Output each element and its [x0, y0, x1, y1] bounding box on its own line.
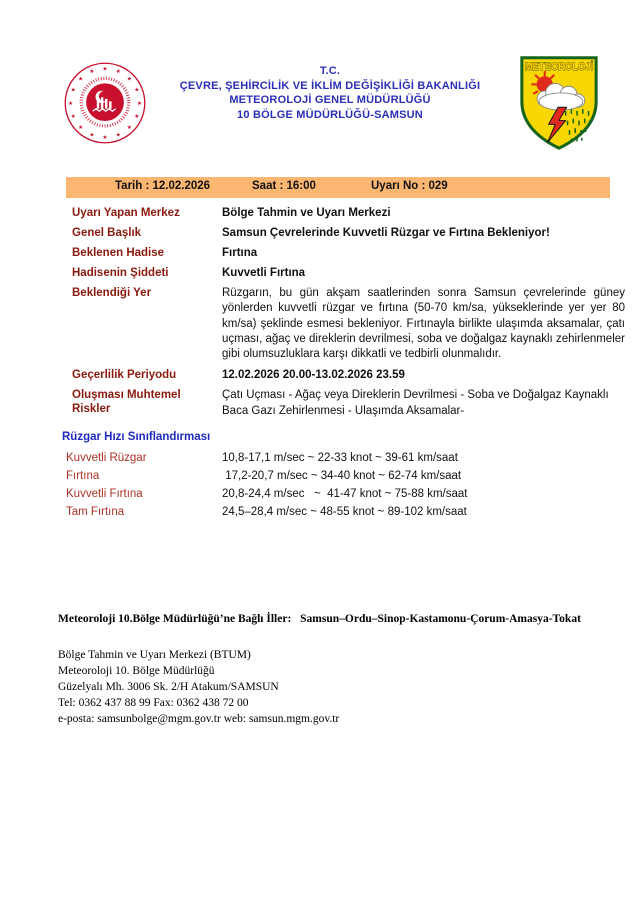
contact-phone-line: Tel: 0362 437 88 99 Fax: 0362 438 72 00 [58, 697, 249, 709]
full-storm-label: Tam Fırtına [66, 506, 125, 518]
wind-classification-section [62, 431, 602, 524]
svg-text:★: ★ [115, 132, 121, 139]
svg-text:★: ★ [89, 68, 95, 75]
svg-text:★: ★ [78, 125, 84, 132]
row-validity-period [72, 368, 625, 382]
contact-center-line: Bölge Tahmin ve Uyarı Merkezi (BTUM) [58, 649, 251, 661]
event-severity-value: Kuvvetli Fırtına [222, 267, 306, 279]
svg-text:★: ★ [134, 87, 140, 94]
row-event-severity [72, 266, 625, 280]
svg-text:★: ★ [89, 132, 95, 139]
storm-range: 17,2-20,7 m/sec ~ 34-40 knot ~ 62-74 km/saat [222, 470, 462, 482]
warning-details [72, 206, 625, 425]
contact-email-web-line: e-posta: samsunbolge@mgm.gov.tr web: samsun.mgm.gov.tr [58, 713, 340, 725]
wind-row-strong-storm [62, 488, 602, 502]
full-storm-range: 24,5–28,4 m/sec ~ 48-55 knot ~ 89-102 km/saat [222, 506, 467, 518]
general-title-label: Genel Başlık [72, 227, 142, 239]
date-field: Tarih : 12.02.2026 [115, 180, 211, 192]
issuing-center-label: Uyarı Yapan Merkez [72, 207, 180, 219]
strong-wind-label: Kuvvetli Rüzgar [66, 452, 147, 464]
title-line-tc: T.C. [319, 65, 341, 77]
wind-row-storm [62, 470, 602, 484]
svg-text:★: ★ [70, 114, 76, 121]
row-issuing-center [72, 206, 625, 220]
expected-location-text: Rüzgarın, bu gün akşam saatlerinden sonra Samsun çevrelerinde güney yönlerden kuvvetli rüzgar ve fırtına (50-70 km/sa, yükseklerinde yer yer 80 km/sa) şeklinde esmesi bekleniyor. Fırtınayla birlikte ulaşımda aksamalar, çatı uçması, ağaç ve direklerin devrilmesi, soba ve doğalgaz kaynaklı zehirlenmeler gibi olumsuzluklara karşı dikkatli ve tedbirli olunmalıdır. [222, 287, 625, 361]
svg-text:★: ★ [126, 76, 132, 83]
document-title [115, 64, 542, 122]
meteorology-logo-label: METEOROLOJİ [524, 61, 605, 74]
row-possible-risks [72, 388, 625, 419]
expected-event-label: Beklenen Hadise [72, 247, 165, 259]
row-general-title [72, 226, 625, 240]
attached-provinces-line [58, 613, 603, 625]
svg-text:★: ★ [70, 87, 76, 94]
expected-location-label: Beklendiği Yer [72, 287, 152, 299]
strong-wind-range: 10,8-17,1 m/sec ~ 22-33 knot ~ 39-61 km/saat [222, 452, 458, 464]
svg-text:★: ★ [115, 68, 121, 75]
attached-provinces-list: Samsun–Ordu–Sinop-Kastamonu-Çorum-Amasya-Tokat [300, 613, 581, 625]
title-line-region: 10 BÖLGE MÜDÜRLÜĞÜ-SAMSUN [237, 108, 423, 121]
wind-row-full-storm [62, 506, 602, 520]
warning-number-field: Uyarı No : 029 [371, 180, 448, 192]
possible-risks-label: Oluşması Muhtemel Riskler [72, 389, 181, 416]
title-line-directorate: METEOROLOJİ GENEL MÜDÜRLÜĞÜ [229, 94, 431, 106]
possible-risks-value: Çatı Uçması - Ağaç veya Direklerin Devrilmesi - Soba ve Doğalgaz Kaynaklı Baca Gazı Zehirlenmesi - Ulaşımda Aksamalar- [222, 389, 609, 417]
validity-period-value: 12.02.2026 20.00-13.02.2026 23.59 [222, 369, 405, 382]
row-expected-event [72, 246, 625, 260]
contact-directorate-line: Meteoroloji 10. Bölge Müdürlüğü [58, 665, 215, 677]
validity-period-label: Geçerlilik Periyodu [72, 369, 177, 382]
event-severity-label: Hadisenin Şiddeti [72, 267, 169, 279]
title-line-ministry: ÇEVRE, ŞEHİRCİLİK VE İKLİM DEĞİŞİKLİĞİ BAKANLIĞI [179, 79, 481, 92]
contact-street-line: Güzelyalı Mh. 3006 Sk. 2/H Atakum/SAMSUN [58, 681, 279, 693]
svg-text:★: ★ [78, 76, 84, 83]
strong-storm-range: 20,8-24,4 m/sec ~ 41-47 knot ~ 75-88 km/saat [222, 488, 468, 500]
svg-text:★: ★ [102, 135, 108, 142]
svg-text:★: ★ [102, 66, 108, 73]
issuing-center-value: Bölge Tahmin ve Uyarı Merkezi [222, 207, 391, 219]
row-expected-location [72, 286, 625, 362]
general-title-value: Samsun Çevrelerinde Kuvvetli Rüzgar ve Fırtına Bekleniyor! [222, 227, 550, 239]
svg-text:★: ★ [67, 100, 74, 107]
wind-classification-title: Rüzgar Hızı Sınıflandırması [62, 431, 211, 443]
wind-row-strong-wind [62, 452, 602, 466]
svg-text:★: ★ [136, 100, 143, 107]
strong-storm-label: Kuvvetli Fırtına [66, 488, 143, 500]
attached-provinces-label: Meteoroloji 10.Bölge Müdürlüğü’ne Bağlı İller: [58, 613, 292, 625]
storm-label: Fırtına [66, 470, 100, 482]
expected-event-value: Fırtına [222, 247, 258, 259]
svg-text:★: ★ [134, 114, 140, 121]
svg-text:★: ★ [126, 125, 132, 132]
info-bar [66, 177, 610, 198]
meteorology-shield-icon [513, 52, 605, 152]
time-field: Saat : 16:00 [252, 180, 316, 192]
footer-section [58, 613, 603, 727]
